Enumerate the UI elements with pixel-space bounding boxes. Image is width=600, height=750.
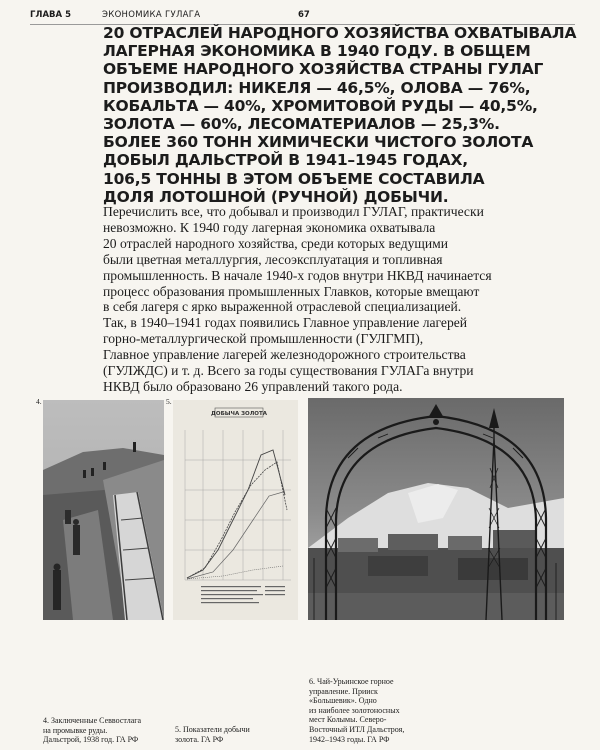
gold-chart-image bbox=[173, 400, 298, 620]
figure-gold-chart bbox=[173, 400, 298, 620]
headline-line: ДОБЫЛ ДАЛЬСТРОЙ В 1941–1945 ГОДАХ, bbox=[103, 151, 468, 170]
caption-line: из наиболее золотоносных bbox=[309, 705, 400, 715]
page-number: 67 bbox=[298, 10, 310, 20]
caption-line: «Большевик». Одно bbox=[309, 696, 377, 706]
caption-line: 5. Показатели добычи bbox=[175, 725, 250, 734]
figure-4-number: 4. bbox=[36, 397, 42, 406]
headline bbox=[103, 24, 577, 206]
running-head bbox=[30, 8, 575, 25]
caption-line: на промывке руды. bbox=[43, 725, 108, 735]
caption-line: управление. Прииск bbox=[309, 686, 378, 696]
photo-bolshevik-mine bbox=[308, 398, 564, 620]
caption-line: Дальстрой, 1938 год. ГА РФ bbox=[43, 735, 139, 745]
caption-line: Восточный ИТЛ Дальстроя, bbox=[309, 724, 405, 734]
headline-line: 106,5 ТОННЫ В ЭТОМ ОБЪЕМЕ СОСТАВИЛА bbox=[103, 169, 485, 188]
headline-line: ЗОЛОТА — 60%, ЛЕСОМАТЕРИАЛОВ — 25,3%. bbox=[103, 115, 500, 134]
caption-line: 6. Чай-Урьинское горное bbox=[309, 677, 394, 686]
body-paragraph bbox=[103, 204, 573, 395]
body-line: процесс образования промышленных Главков, которые вмещают bbox=[103, 283, 480, 299]
body-line: Перечислить все, что добывал и производил ГУЛАГ, практически bbox=[103, 204, 484, 219]
photo-ore-washing bbox=[43, 400, 164, 620]
figure-5-caption bbox=[175, 725, 250, 744]
body-line: горно-металлургической промышленности (ГУЛГМП), bbox=[103, 331, 424, 347]
body-line: НКВД было образовано 26 управлений такого рода. bbox=[103, 378, 403, 394]
body-line: Так, в 1940–1941 годах появились Главное управление лагерей bbox=[103, 315, 468, 331]
body-line: 20 отраслей народного хозяйства, среди которых ведущими bbox=[103, 235, 449, 251]
figure-5-number: 5. bbox=[166, 397, 172, 406]
caption-line: мест Колымы. Северо- bbox=[309, 715, 387, 725]
headline-line: КОБАЛЬТА — 40%, ХРОМИТОВОЙ РУДЫ — 40,5%, bbox=[103, 96, 538, 115]
body-line: промышленность. В начале 1940-х годов внутри НКВД начинается bbox=[103, 267, 492, 283]
photo-ore-washing-image bbox=[43, 400, 164, 620]
headline-line: ЛАГЕРНАЯ ЭКОНОМИКА В 1940 ГОДУ. В ОБЩЕМ bbox=[103, 42, 531, 61]
figure-6-caption bbox=[309, 677, 404, 744]
body-line: в себя лагеря с ярко выраженной отраслевой специализацией. bbox=[103, 299, 462, 315]
caption-line: 1942–1943 годы. ГА РФ bbox=[309, 734, 390, 744]
caption-line: 4. Заключенные Севвостлага bbox=[43, 716, 142, 725]
body-line: (ГУЛЖДС) и т. д. Всего за годы существования ГУЛАГа внутри bbox=[103, 363, 474, 379]
body-line: были цветная металлургия, лесоэксплуатация и топливная bbox=[103, 251, 443, 267]
chapter-label: ГЛАВА 5 bbox=[30, 10, 71, 20]
headline-line: БОЛЕЕ 360 ТОНН ХИМИЧЕСКИ ЧИСТОГО ЗОЛОТА bbox=[103, 133, 534, 152]
body-line: Главное управление лагерей железнодорожного строительства bbox=[103, 347, 466, 363]
headline-line: 20 ОТРАСЛЕЙ НАРОДНОГО ХОЗЯЙСТВА ОХВАТЫВАЛА bbox=[103, 24, 577, 42]
figure-4-caption bbox=[43, 716, 141, 745]
headline-line: ПРОИЗВОДИЛ: НИКЕЛЯ — 46,5%, ОЛОВА — 76%, bbox=[103, 78, 531, 97]
headline-line: ДОЛЯ ЛОТОШНОЙ (РУЧНОЙ) ДОБЫЧИ. bbox=[103, 187, 449, 206]
body-line: невозможно. К 1940 году лагерная экономика охватывала bbox=[103, 219, 436, 235]
section-title: ЭКОНОМИКА ГУЛАГА bbox=[102, 10, 201, 20]
caption-line: золота. ГА РФ bbox=[175, 734, 224, 744]
gold-chart-title: ДОБЫЧА ЗОЛОТА bbox=[211, 411, 267, 417]
headline-line: ОБЪЕМЕ НАРОДНОГО ХОЗЯЙСТВА СТРАНЫ ГУЛАГ bbox=[103, 60, 544, 79]
photo-bolshevik-mine-image bbox=[308, 398, 564, 620]
